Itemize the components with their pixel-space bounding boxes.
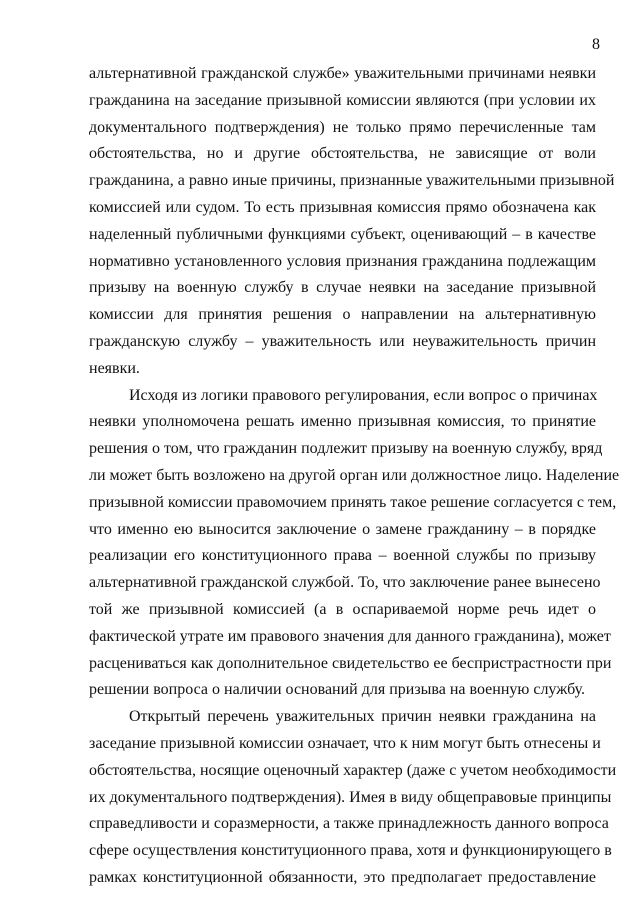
paragraph xyxy=(89,704,617,892)
text-line: заседание призывной комиссии означает, что к ним могут быть отнесены и xyxy=(89,734,601,752)
text-line: сфере осуществления конституционного права, хотя и функционирующего в xyxy=(89,842,612,860)
body-text xyxy=(89,61,620,892)
text-line: решении вопроса о наличии оснований для призыва на военную службу. xyxy=(89,681,585,699)
text-line: комиссией или судом. То есть призывная комиссия прямо обозначена как xyxy=(89,198,596,216)
text-line: их документального подтверждения). Имея в виду общеправовые принципы xyxy=(89,788,612,806)
text-line: гражданскую службу – уважительность или неуважительность причин xyxy=(89,332,596,350)
text-line: что именно ею выносится заключение о замене гражданину – в порядке xyxy=(89,520,596,538)
text-line: альтернативной гражданской службе» уважительными причинами неявки xyxy=(89,65,596,82)
text-line: решения о том, что гражданин подлежит призыву на военную службу, вряд xyxy=(89,440,603,458)
text-line: рамках конституционной обязанности, это предполагает предоставление xyxy=(89,868,596,886)
text-line: обстоятельства, носящие оценочный характер (даже с учетом необходимости xyxy=(89,761,617,779)
text-line: ли может быть возложено на другой орган или должностное лицо. Наделение xyxy=(89,466,620,484)
text-line: справедливости и соразмерности, а также принадлежность данного вопроса xyxy=(89,815,609,833)
text-line: Исходя из логики правового регулирования, если вопрос о причинах xyxy=(129,386,598,404)
text-line: комиссии для принятия решения о направлении на альтернативную xyxy=(89,306,596,324)
text-line: обстоятельства, но и другие обстоятельства, не зависящие от воли xyxy=(89,145,596,163)
text-line: фактической утрате им правового значения для данного гражданина), может xyxy=(89,627,611,645)
text-line: расцениваться как дополнительное свидетельство ее беспристрастности при xyxy=(89,654,612,672)
text-line: гражданина на заседание призывной комиссии являются (при условии их xyxy=(89,91,596,109)
text-line: гражданина, а равно иные причины, признанные уважительными призывной xyxy=(89,172,615,190)
text-line: той же призывной комиссией (а в оспариваемой норме речь идет о xyxy=(89,600,596,618)
text-line: альтернативной гражданской службой. То, что заключение ранее вынесено xyxy=(89,574,601,592)
text-line: неявки. xyxy=(89,359,140,377)
paragraph xyxy=(89,383,620,705)
page-number: 8 xyxy=(592,36,600,53)
text-line: наделенный публичными функциями субъект, оценивающий – в качестве xyxy=(89,225,596,243)
text-line: призывной комиссии правомочием принять такое решение согласуется с тем, xyxy=(89,493,617,511)
text-line: нормативно установленного условия признания гражданина подлежащим xyxy=(89,252,596,270)
paragraph xyxy=(89,61,615,383)
text-line: документального подтверждения) не только прямо перечисленные там xyxy=(89,118,596,136)
text-line: реализации его конституционного права – военной службы по призыву xyxy=(89,547,596,565)
text-line: призыву на военную службу в случае неявки на заседание призывной xyxy=(89,279,596,297)
text-line: неявки уполномочена решать именно призывная комиссия, то принятие xyxy=(89,413,596,431)
text-line: Открытый перечень уважительных причин неявки гражданина на xyxy=(129,708,596,726)
